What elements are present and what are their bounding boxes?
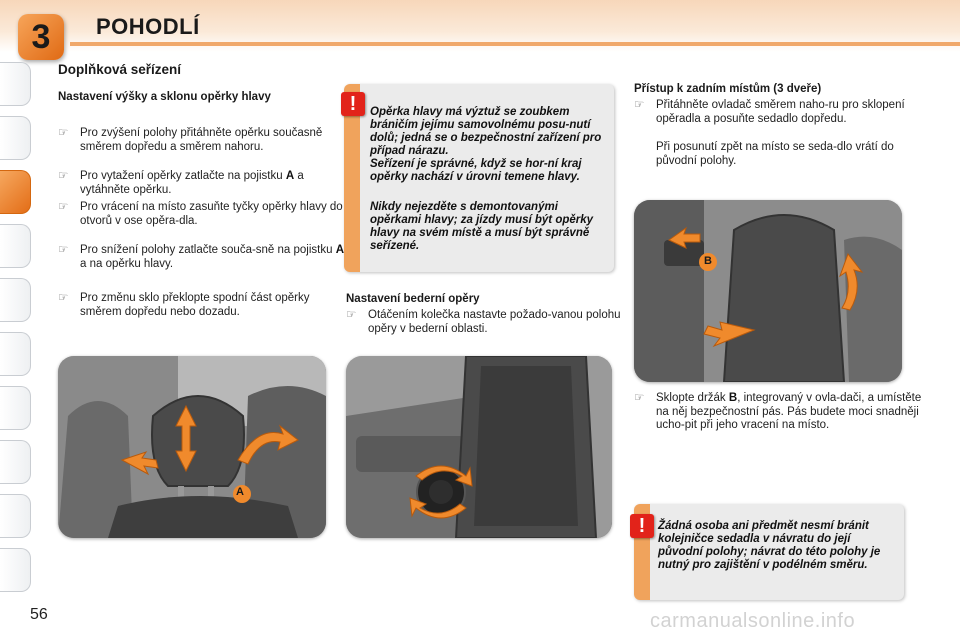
headrest-subsection-title: Nastavení výšky a sklonu opěrky hlavy — [58, 91, 271, 103]
chapter-tab-4[interactable] — [0, 224, 31, 268]
headrest-photo — [58, 356, 326, 538]
pointing-hand-icon: ☞ — [58, 244, 69, 256]
lumbar-title: Nastavení bederní opěry — [346, 293, 480, 305]
chapter-tab-5[interactable] — [0, 278, 31, 322]
rear-access-title: Přístup k zadním místům (3 dveře) — [634, 83, 822, 95]
pointing-hand-icon: ☞ — [58, 170, 69, 182]
warning-exclamation-icon: ! — [630, 514, 654, 538]
chapter-title: POHODLÍ — [96, 14, 200, 39]
warning-paragraph-2: Seřízení je správné, když se hor-ní kraj opěrky nachází v úrovni temene hlavy. — [370, 158, 582, 183]
warning-paragraph-1: Opěrka hlavy má výztuž se zoubkem bráničím jejímu samovolnému posu-nutí dolů; jedná se o bezpečnostní zařízení pro případ nárazu. — [370, 106, 602, 157]
rear-access-photo — [634, 200, 902, 382]
headrest-bullet-4: ☞ Pro snížení polohy zatlačte souča-sně na pojistku A a na opěrku hlavy. — [58, 244, 345, 270]
pointing-hand-icon: ☞ — [346, 309, 357, 321]
photo-label-a: A — [236, 486, 244, 498]
pointing-hand-icon: ☞ — [634, 392, 645, 404]
headrest-bullet-5: ☞ Pro změnu sklo překlopte spodní část opěrky směrem dopředu nebo dozadu. — [58, 292, 310, 318]
chapter-tab-7[interactable] — [0, 386, 31, 430]
headrest-bullet-1: ☞ Pro zvýšení polohy přitáhněte opěrku současně směrem dopředu a směrem nahoru. — [58, 127, 323, 153]
header-rule — [70, 42, 960, 46]
pointing-hand-icon: ☞ — [634, 99, 645, 111]
chapter-tabs — [0, 62, 38, 582]
warning-paragraph-3: Nikdy nejezděte s demontovanými opěrkami hlavy; za jízdy musí být opěrky hlavy na svém místě a musí být správně seřízené. — [370, 201, 594, 252]
chapter-tab-10[interactable] — [0, 548, 31, 592]
watermark: carmanualsonline.info — [650, 610, 856, 632]
photo-label-b: B — [704, 255, 712, 267]
pointing-hand-icon: ☞ — [58, 201, 69, 213]
section-title: Doplňková seřízení — [58, 62, 182, 77]
rear-access-note: Při posunutí zpět na místo se seda-dlo vrátí do původní polohy. — [656, 141, 894, 167]
warning-exclamation-icon: ! — [341, 92, 365, 116]
chapter-tab-6[interactable] — [0, 332, 31, 376]
chapter-tab-3-active[interactable] — [0, 170, 31, 214]
headrest-bullet-3: ☞ Pro vrácení na místo zasuňte tyčky opěrky hlavy do otvorů v ose opěra-dla. — [58, 201, 343, 227]
belt-holder-bullet: ☞ Sklopte držák B, integrovaný v ovla-dači, a umístěte na něj bezpečnostní pás. Pás budete moci snadněji ucho-pit při jeho vracení na místo. — [634, 392, 922, 431]
pointing-hand-icon: ☞ — [58, 292, 69, 304]
rear-access-bullet: ☞ Přitáhněte ovladač směrem naho-ru pro sklopení opěradla a posuňte sedadlo dopředu. — [634, 99, 905, 125]
headrest-bullet-2: ☞ Pro vytažení opěrky zatlačte na pojistku A a vytáhněte opěrku. — [58, 170, 304, 196]
page-number: 56 — [30, 606, 48, 623]
seat-rail-warning-text: Žádná osoba ani předmět nesmí bránit kolejničce sedadla v návratu do její původní polohy; návrat do této polohy je nutný pro zajištění v podélném směru. — [658, 520, 881, 571]
chapter-tab-9[interactable] — [0, 494, 31, 538]
chapter-tab-1[interactable] — [0, 62, 31, 106]
chapter-number-badge: 3 — [18, 14, 64, 60]
chapter-tab-2[interactable] — [0, 116, 31, 160]
lumbar-photo — [346, 356, 612, 538]
chapter-tab-8[interactable] — [0, 440, 31, 484]
lumbar-bullet: ☞ Otáčením kolečka nastavte požado-vanou polohu opěry v bederní oblasti. — [346, 309, 621, 335]
pointing-hand-icon: ☞ — [58, 127, 69, 139]
